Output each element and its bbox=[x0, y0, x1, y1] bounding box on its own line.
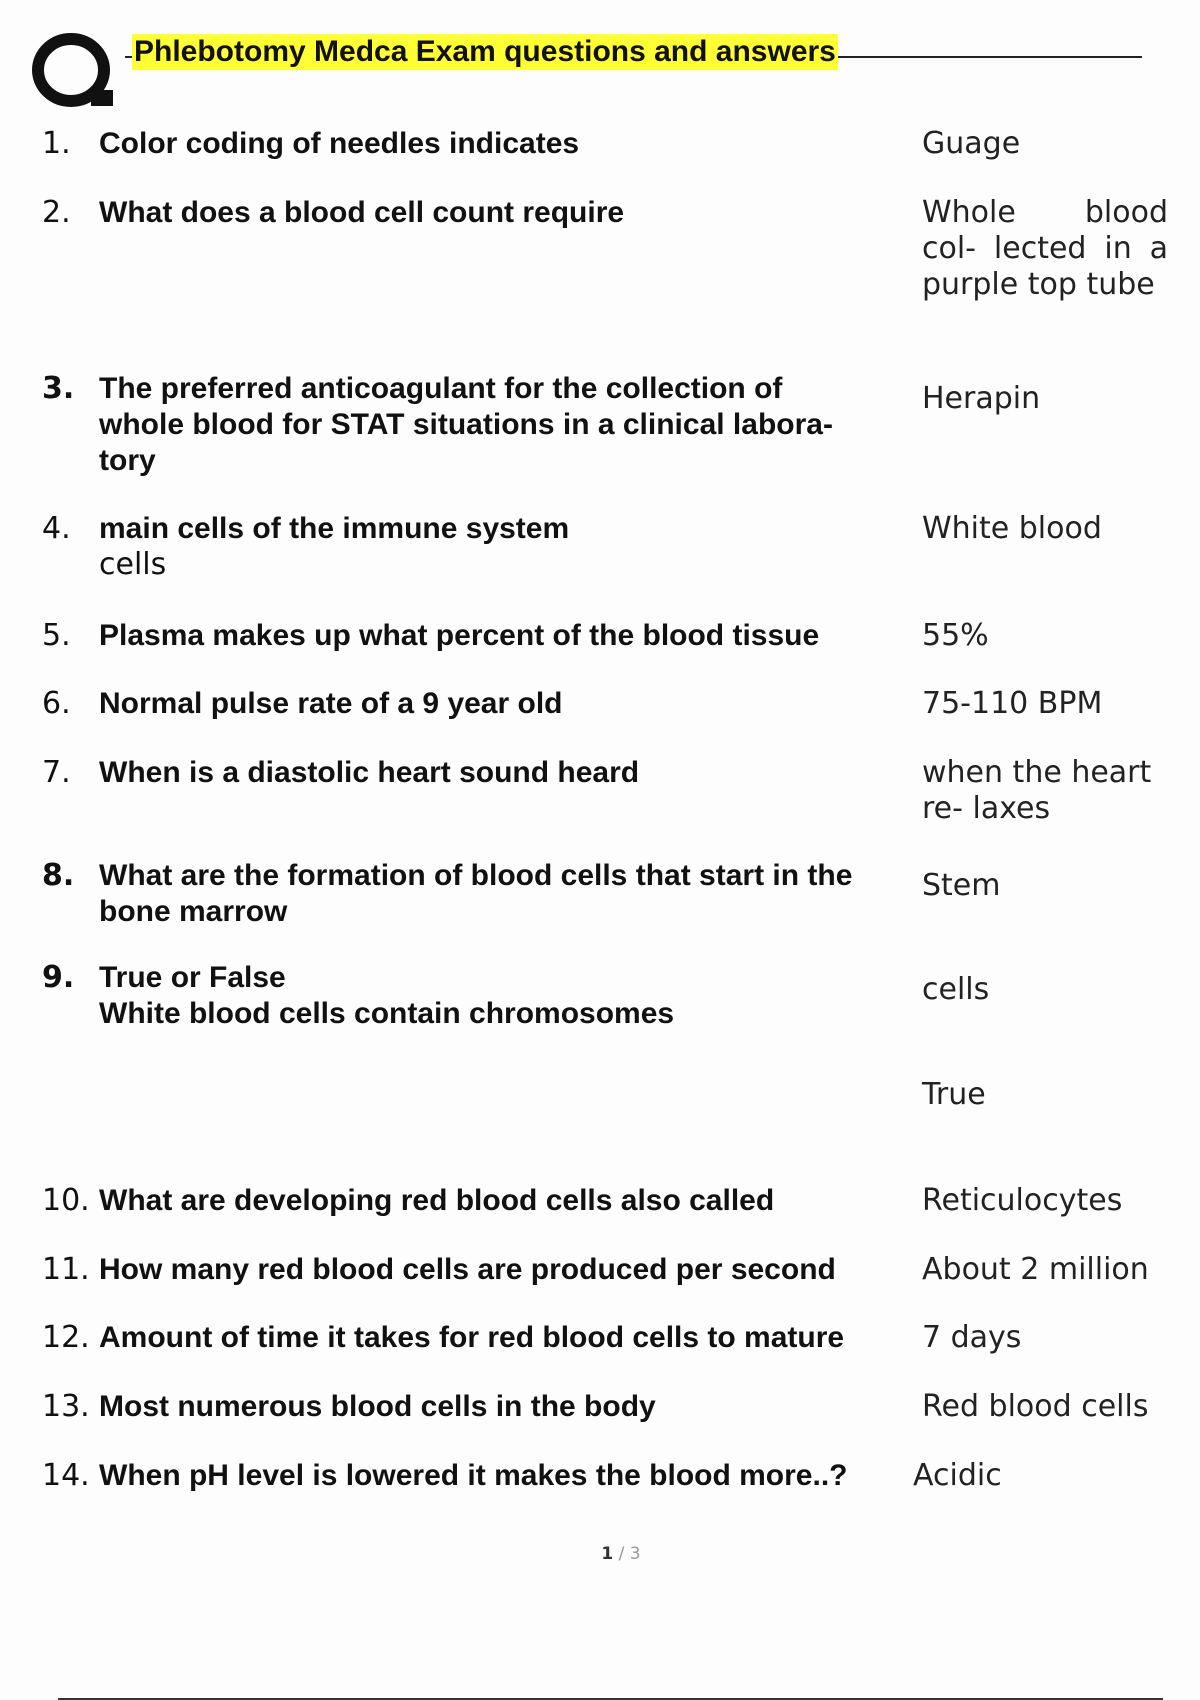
answer-text: 55% bbox=[922, 618, 989, 653]
answer-text: Guage bbox=[922, 126, 1021, 161]
question-text-continued: cells bbox=[99, 547, 167, 582]
answer-text: About 2 million bbox=[922, 1252, 1149, 1287]
question-text: Plasma makes up what percent of the blood tissue bbox=[99, 619, 820, 652]
question-text: What are the formation of blood cells that start in the bone marrow bbox=[99, 859, 853, 928]
document-title: Phlebotomy Medca Exam questions and answers bbox=[134, 35, 836, 68]
question-text bbox=[99, 960, 899, 1032]
page-total: / 3 bbox=[618, 1544, 641, 1564]
question-text: Color coding of needles indicates bbox=[99, 127, 580, 160]
question-number: 13. bbox=[42, 1389, 90, 1424]
question-text-line: main cells of the immune system bbox=[99, 512, 570, 545]
question-text bbox=[99, 511, 899, 583]
question-number: 4. bbox=[42, 511, 71, 546]
question-number: 10. bbox=[42, 1183, 90, 1218]
answer-text: Red blood cells bbox=[922, 1389, 1149, 1424]
answer-text: Acidic bbox=[913, 1458, 1002, 1493]
question-number: 14. bbox=[42, 1458, 90, 1493]
question-text: Most numerous blood cells in the body bbox=[99, 1390, 656, 1423]
answer-text: cells bbox=[922, 972, 990, 1007]
answer-text: Herapin bbox=[922, 381, 1041, 416]
answer-text: Stem bbox=[922, 868, 1001, 903]
answer-text: 75-110 BPM bbox=[922, 686, 1103, 721]
page-number bbox=[0, 1544, 1200, 1564]
answer-text: Reticulocytes bbox=[922, 1183, 1123, 1218]
question-text: Amount of time it takes for red blood cells to mature bbox=[99, 1321, 845, 1354]
question-number: 11. bbox=[42, 1252, 90, 1287]
question-number: 12. bbox=[42, 1320, 90, 1355]
question-text: The preferred anticoagulant for the collection of whole blood for STAT situations in a clinical labora- tory bbox=[99, 372, 833, 477]
question-text: When pH level is lowered it makes the blood more..? bbox=[99, 1459, 848, 1492]
question-number: 2. bbox=[42, 195, 71, 230]
answer-text: True bbox=[922, 1077, 986, 1112]
question-number: 8. bbox=[42, 858, 75, 893]
question-number: 3. bbox=[42, 371, 75, 406]
q-logo-icon bbox=[31, 32, 115, 110]
question-number: 6. bbox=[42, 686, 71, 721]
answer-text: when the heart re- laxes bbox=[922, 755, 1152, 826]
answer-text: White blood bbox=[922, 511, 1102, 546]
question-text: What are developing red blood cells also called bbox=[99, 1184, 775, 1217]
question-number: 9. bbox=[42, 960, 75, 995]
question-number: 5. bbox=[42, 618, 71, 653]
question-number: 7. bbox=[42, 755, 71, 790]
answer-text: 7 days bbox=[922, 1320, 1022, 1355]
current-page: 1 bbox=[601, 1544, 614, 1564]
question-text: How many red blood cells are produced per second bbox=[99, 1253, 836, 1286]
question-text-line: White blood cells contain chromosomes bbox=[99, 997, 675, 1030]
question-text: When is a diastolic heart sound heard bbox=[99, 756, 640, 789]
question-number: 1. bbox=[42, 126, 71, 161]
question-text-line: True or False bbox=[99, 961, 286, 994]
answer-text: Whole blood col- lected in a purple top tube bbox=[922, 195, 1168, 302]
question-text: What does a blood cell count require bbox=[99, 196, 625, 229]
question-text: Normal pulse rate of a 9 year old bbox=[99, 687, 563, 720]
